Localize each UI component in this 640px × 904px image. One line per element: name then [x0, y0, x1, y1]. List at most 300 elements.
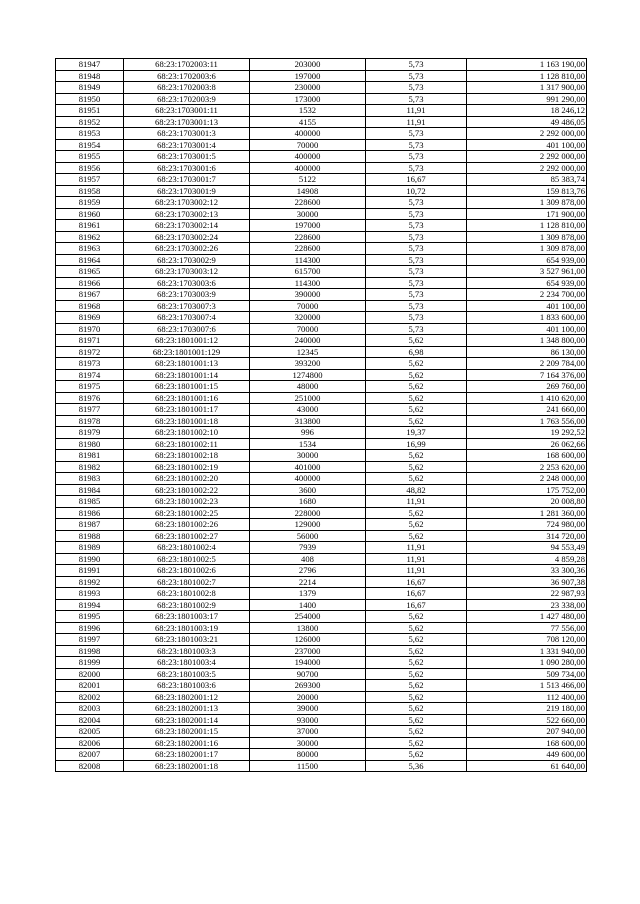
cadastral-number-cell: 68:23:1801003:21 [124, 634, 250, 646]
cadastral-number-cell: 68:23:1801002:20 [124, 473, 250, 485]
row-number-cell: 81951 [56, 105, 124, 117]
amount-cell: 33 300,36 [467, 565, 587, 577]
table-row [56, 691, 587, 703]
table-row [56, 657, 587, 669]
area-cell: 30000 [250, 208, 366, 220]
area-cell: 39000 [250, 703, 366, 715]
row-number-cell: 82001 [56, 680, 124, 692]
cadastral-number-cell: 68:23:1801002:9 [124, 599, 250, 611]
rate-cell: 5,73 [366, 128, 467, 140]
row-number-cell: 81964 [56, 254, 124, 266]
row-number-cell: 81955 [56, 151, 124, 163]
area-cell: 80000 [250, 749, 366, 761]
table-row [56, 622, 587, 634]
amount-cell: 20 008,80 [467, 496, 587, 508]
amount-cell: 2 209 784,00 [467, 358, 587, 370]
cadastral-number-cell: 68:23:1801001:14 [124, 369, 250, 381]
rate-cell: 5,73 [366, 254, 467, 266]
area-cell: 228600 [250, 197, 366, 209]
amount-cell: 23 338,00 [467, 599, 587, 611]
table-row [56, 760, 587, 772]
cadastral-number-cell: 68:23:1801001:13 [124, 358, 250, 370]
amount-cell: 269 760,00 [467, 381, 587, 393]
cadastral-number-cell: 68:23:1801003:6 [124, 680, 250, 692]
table-row [56, 174, 587, 186]
table-row [56, 266, 587, 278]
rate-cell: 5,62 [366, 691, 467, 703]
table-row [56, 208, 587, 220]
parcel-table [55, 58, 587, 772]
row-number-cell: 81987 [56, 519, 124, 531]
table-row [56, 231, 587, 243]
cadastral-number-cell: 68:23:1702003:9 [124, 93, 250, 105]
rate-cell: 5,62 [366, 749, 467, 761]
cadastral-number-cell: 68:23:1703003:9 [124, 289, 250, 301]
table-row [56, 404, 587, 416]
row-number-cell: 81970 [56, 323, 124, 335]
area-cell: 269300 [250, 680, 366, 692]
cadastral-number-cell: 68:23:1801002:25 [124, 507, 250, 519]
table-row [56, 737, 587, 749]
area-cell: 1534 [250, 438, 366, 450]
area-cell: 197000 [250, 220, 366, 232]
amount-cell: 2 234 700,00 [467, 289, 587, 301]
table-row [56, 553, 587, 565]
rate-cell: 5,62 [366, 726, 467, 738]
rate-cell: 5,73 [366, 277, 467, 289]
table-row [56, 645, 587, 657]
amount-cell: 85 383,74 [467, 174, 587, 186]
table-row [56, 634, 587, 646]
table-row [56, 105, 587, 117]
area-cell: 70000 [250, 300, 366, 312]
rate-cell: 5,73 [366, 323, 467, 335]
cadastral-number-cell: 68:23:1703007:3 [124, 300, 250, 312]
rate-cell: 5,62 [366, 450, 467, 462]
cadastral-number-cell: 68:23:1703003:6 [124, 277, 250, 289]
amount-cell: 49 486,05 [467, 116, 587, 128]
area-cell: 114300 [250, 254, 366, 266]
area-cell: 228600 [250, 231, 366, 243]
amount-cell: 1 427 480,00 [467, 611, 587, 623]
cadastral-number-cell: 68:23:1703002:26 [124, 243, 250, 255]
amount-cell: 2 253 620,00 [467, 461, 587, 473]
rate-cell: 5,62 [366, 473, 467, 485]
cadastral-number-cell: 68:23:1801002:27 [124, 530, 250, 542]
cadastral-number-cell: 68:23:1801003:5 [124, 668, 250, 680]
area-cell: 114300 [250, 277, 366, 289]
row-number-cell: 81949 [56, 82, 124, 94]
area-cell: 408 [250, 553, 366, 565]
rate-cell: 5,62 [366, 461, 467, 473]
row-number-cell: 81986 [56, 507, 124, 519]
area-cell: 30000 [250, 737, 366, 749]
row-number-cell: 81996 [56, 622, 124, 634]
amount-cell: 1 763 556,00 [467, 415, 587, 427]
amount-cell: 86 130,00 [467, 346, 587, 358]
rate-cell: 5,62 [366, 622, 467, 634]
cadastral-number-cell: 68:23:1702003:11 [124, 59, 250, 71]
row-number-cell: 81968 [56, 300, 124, 312]
row-number-cell: 81995 [56, 611, 124, 623]
cadastral-number-cell: 68:23:1703002:9 [124, 254, 250, 266]
rate-cell: 5,62 [366, 737, 467, 749]
cadastral-number-cell: 68:23:1801002:5 [124, 553, 250, 565]
row-number-cell: 81953 [56, 128, 124, 140]
rate-cell: 5,62 [366, 507, 467, 519]
area-cell: 2796 [250, 565, 366, 577]
table-row [56, 680, 587, 692]
table-row [56, 496, 587, 508]
table-body [56, 59, 587, 772]
rate-cell: 5,62 [366, 634, 467, 646]
table-row [56, 59, 587, 71]
area-cell: 390000 [250, 289, 366, 301]
rate-cell: 48,82 [366, 484, 467, 496]
rate-cell: 5,62 [366, 703, 467, 715]
area-cell: 400000 [250, 128, 366, 140]
row-number-cell: 81983 [56, 473, 124, 485]
row-number-cell: 81960 [56, 208, 124, 220]
rate-cell: 5,36 [366, 760, 467, 772]
row-number-cell: 82002 [56, 691, 124, 703]
area-cell: 615700 [250, 266, 366, 278]
table-row [56, 243, 587, 255]
area-cell: 14908 [250, 185, 366, 197]
cadastral-number-cell: 68:23:1802001:16 [124, 737, 250, 749]
area-cell: 20000 [250, 691, 366, 703]
rate-cell: 5,73 [366, 59, 467, 71]
area-cell: 194000 [250, 657, 366, 669]
table-row [56, 392, 587, 404]
row-number-cell: 81959 [56, 197, 124, 209]
rate-cell: 5,62 [366, 335, 467, 347]
rate-cell: 5,73 [366, 208, 467, 220]
amount-cell: 1 513 466,00 [467, 680, 587, 692]
table-row [56, 335, 587, 347]
amount-cell: 219 180,00 [467, 703, 587, 715]
row-number-cell: 81980 [56, 438, 124, 450]
area-cell: 254000 [250, 611, 366, 623]
amount-cell: 522 660,00 [467, 714, 587, 726]
cadastral-number-cell: 68:23:1802001:18 [124, 760, 250, 772]
cadastral-number-cell: 68:23:1802001:12 [124, 691, 250, 703]
cadastral-number-cell: 68:23:1703001:3 [124, 128, 250, 140]
cadastral-number-cell: 68:23:1702003:6 [124, 70, 250, 82]
area-cell: 48000 [250, 381, 366, 393]
row-number-cell: 81952 [56, 116, 124, 128]
amount-cell: 1 331 940,00 [467, 645, 587, 657]
rate-cell: 5,73 [366, 243, 467, 255]
cadastral-number-cell: 68:23:1801002:10 [124, 427, 250, 439]
amount-cell: 1 348 800,00 [467, 335, 587, 347]
table-row [56, 507, 587, 519]
area-cell: 93000 [250, 714, 366, 726]
amount-cell: 1 090 280,00 [467, 657, 587, 669]
row-number-cell: 81961 [56, 220, 124, 232]
row-number-cell: 81957 [56, 174, 124, 186]
rate-cell: 16,67 [366, 599, 467, 611]
cadastral-number-cell: 68:23:1703001:4 [124, 139, 250, 151]
table-row [56, 726, 587, 738]
table-row [56, 530, 587, 542]
rate-cell: 5,62 [366, 415, 467, 427]
rate-cell: 5,73 [366, 266, 467, 278]
table-row [56, 749, 587, 761]
table-row [56, 358, 587, 370]
amount-cell: 401 100,00 [467, 323, 587, 335]
rate-cell: 5,73 [366, 82, 467, 94]
table-row [56, 415, 587, 427]
rate-cell: 5,62 [366, 680, 467, 692]
cadastral-number-cell: 68:23:1801003:19 [124, 622, 250, 634]
row-number-cell: 81977 [56, 404, 124, 416]
row-number-cell: 81947 [56, 59, 124, 71]
amount-cell: 401 100,00 [467, 300, 587, 312]
row-number-cell: 81954 [56, 139, 124, 151]
row-number-cell: 81982 [56, 461, 124, 473]
area-cell: 313800 [250, 415, 366, 427]
cadastral-number-cell: 68:23:1703002:13 [124, 208, 250, 220]
rate-cell: 5,62 [366, 668, 467, 680]
cadastral-number-cell: 68:23:1801001:17 [124, 404, 250, 416]
table-row [56, 438, 587, 450]
amount-cell: 1 281 360,00 [467, 507, 587, 519]
row-number-cell: 82003 [56, 703, 124, 715]
row-number-cell: 81974 [56, 369, 124, 381]
cadastral-number-cell: 68:23:1802001:17 [124, 749, 250, 761]
amount-cell: 2 248 000,00 [467, 473, 587, 485]
cadastral-number-cell: 68:23:1801002:7 [124, 576, 250, 588]
table-row [56, 703, 587, 715]
table-row [56, 473, 587, 485]
amount-cell: 1 309 878,00 [467, 243, 587, 255]
row-number-cell: 81967 [56, 289, 124, 301]
table-row [56, 254, 587, 266]
table-row [56, 427, 587, 439]
cadastral-number-cell: 68:23:1802001:14 [124, 714, 250, 726]
table-row [56, 346, 587, 358]
area-cell: 7939 [250, 542, 366, 554]
amount-cell: 724 980,00 [467, 519, 587, 531]
cadastral-number-cell: 68:23:1703002:14 [124, 220, 250, 232]
area-cell: 230000 [250, 82, 366, 94]
cadastral-number-cell: 68:23:1801002:19 [124, 461, 250, 473]
amount-cell: 1 833 600,00 [467, 312, 587, 324]
table-row [56, 151, 587, 163]
table-row [56, 289, 587, 301]
amount-cell: 1 128 810,00 [467, 70, 587, 82]
cadastral-number-cell: 68:23:1703001:7 [124, 174, 250, 186]
amount-cell: 168 600,00 [467, 450, 587, 462]
rate-cell: 5,73 [366, 162, 467, 174]
area-cell: 228000 [250, 507, 366, 519]
row-number-cell: 81963 [56, 243, 124, 255]
rate-cell: 11,91 [366, 565, 467, 577]
row-number-cell: 82004 [56, 714, 124, 726]
cadastral-number-cell: 68:23:1703001:13 [124, 116, 250, 128]
cadastral-number-cell: 68:23:1801003:17 [124, 611, 250, 623]
cadastral-number-cell: 68:23:1801003:4 [124, 657, 250, 669]
amount-cell: 1 309 878,00 [467, 197, 587, 209]
area-cell: 43000 [250, 404, 366, 416]
cadastral-number-cell: 68:23:1703002:24 [124, 231, 250, 243]
amount-cell: 36 907,38 [467, 576, 587, 588]
table-row [56, 714, 587, 726]
row-number-cell: 81956 [56, 162, 124, 174]
row-number-cell: 81948 [56, 70, 124, 82]
cadastral-number-cell: 68:23:1703002:12 [124, 197, 250, 209]
row-number-cell: 81950 [56, 93, 124, 105]
amount-cell: 94 553,49 [467, 542, 587, 554]
rate-cell: 16,67 [366, 576, 467, 588]
cadastral-number-cell: 68:23:1801002:22 [124, 484, 250, 496]
amount-cell: 2 292 000,00 [467, 128, 587, 140]
area-cell: 3600 [250, 484, 366, 496]
rate-cell: 11,91 [366, 496, 467, 508]
rate-cell: 5,62 [366, 645, 467, 657]
rate-cell: 11,91 [366, 542, 467, 554]
area-cell: 320000 [250, 312, 366, 324]
table-row [56, 484, 587, 496]
table-row [56, 450, 587, 462]
area-cell: 237000 [250, 645, 366, 657]
rate-cell: 16,67 [366, 174, 467, 186]
row-number-cell: 81973 [56, 358, 124, 370]
amount-cell: 171 900,00 [467, 208, 587, 220]
rate-cell: 5,62 [366, 358, 467, 370]
area-cell: 70000 [250, 139, 366, 151]
cadastral-number-cell: 68:23:1703007:4 [124, 312, 250, 324]
row-number-cell: 82007 [56, 749, 124, 761]
area-cell: 1532 [250, 105, 366, 117]
amount-cell: 61 640,00 [467, 760, 587, 772]
amount-cell: 1 410 620,00 [467, 392, 587, 404]
amount-cell: 241 660,00 [467, 404, 587, 416]
amount-cell: 509 734,00 [467, 668, 587, 680]
rate-cell: 5,73 [366, 93, 467, 105]
rate-cell: 5,73 [366, 231, 467, 243]
area-cell: 5122 [250, 174, 366, 186]
row-number-cell: 81984 [56, 484, 124, 496]
area-cell: 90700 [250, 668, 366, 680]
area-cell: 203000 [250, 59, 366, 71]
table-row [56, 668, 587, 680]
cadastral-number-cell: 68:23:1703001:9 [124, 185, 250, 197]
area-cell: 13800 [250, 622, 366, 634]
cadastral-number-cell: 68:23:1801001:129 [124, 346, 250, 358]
area-cell: 126000 [250, 634, 366, 646]
table-row [56, 381, 587, 393]
row-number-cell: 81971 [56, 335, 124, 347]
row-number-cell: 81969 [56, 312, 124, 324]
rate-cell: 11,91 [366, 553, 467, 565]
area-cell: 400000 [250, 151, 366, 163]
area-cell: 400000 [250, 473, 366, 485]
rate-cell: 5,62 [366, 404, 467, 416]
rate-cell: 5,73 [366, 312, 467, 324]
cadastral-number-cell: 68:23:1703001:5 [124, 151, 250, 163]
table-row [56, 70, 587, 82]
table-row [56, 277, 587, 289]
rate-cell: 5,73 [366, 70, 467, 82]
amount-cell: 314 720,00 [467, 530, 587, 542]
amount-cell: 2 292 000,00 [467, 151, 587, 163]
row-number-cell: 82008 [56, 760, 124, 772]
table-row [56, 565, 587, 577]
amount-cell: 77 556,00 [467, 622, 587, 634]
table-row [56, 312, 587, 324]
cadastral-number-cell: 68:23:1801002:4 [124, 542, 250, 554]
area-cell: 228600 [250, 243, 366, 255]
row-number-cell: 81993 [56, 588, 124, 600]
cadastral-number-cell: 68:23:1801002:8 [124, 588, 250, 600]
cadastral-number-cell: 68:23:1801001:12 [124, 335, 250, 347]
cadastral-number-cell: 68:23:1802001:15 [124, 726, 250, 738]
rate-cell: 5,73 [366, 220, 467, 232]
amount-cell: 19 292,52 [467, 427, 587, 439]
rate-cell: 5,62 [366, 519, 467, 531]
row-number-cell: 81989 [56, 542, 124, 554]
amount-cell: 4 859,28 [467, 553, 587, 565]
table-row [56, 300, 587, 312]
amount-cell: 1 309 878,00 [467, 231, 587, 243]
amount-cell: 449 600,00 [467, 749, 587, 761]
cadastral-number-cell: 68:23:1801001:16 [124, 392, 250, 404]
area-cell: 393200 [250, 358, 366, 370]
table-row [56, 461, 587, 473]
table-row [56, 93, 587, 105]
row-number-cell: 81991 [56, 565, 124, 577]
rate-cell: 5,73 [366, 151, 467, 163]
amount-cell: 654 939,00 [467, 254, 587, 266]
rate-cell: 5,62 [366, 392, 467, 404]
rate-cell: 5,62 [366, 611, 467, 623]
rate-cell: 19,37 [366, 427, 467, 439]
amount-cell: 1 128 810,00 [467, 220, 587, 232]
cadastral-number-cell: 68:23:1801002:11 [124, 438, 250, 450]
rate-cell: 5,73 [366, 197, 467, 209]
amount-cell: 401 100,00 [467, 139, 587, 151]
area-cell: 1400 [250, 599, 366, 611]
cadastral-number-cell: 68:23:1702003:8 [124, 82, 250, 94]
row-number-cell: 81966 [56, 277, 124, 289]
area-cell: 11500 [250, 760, 366, 772]
rate-cell: 6,98 [366, 346, 467, 358]
row-number-cell: 81962 [56, 231, 124, 243]
rate-cell: 16,99 [366, 438, 467, 450]
cadastral-number-cell: 68:23:1802001:13 [124, 703, 250, 715]
table-row [56, 599, 587, 611]
amount-cell: 2 292 000,00 [467, 162, 587, 174]
row-number-cell: 81990 [56, 553, 124, 565]
row-number-cell: 81981 [56, 450, 124, 462]
amount-cell: 22 987,93 [467, 588, 587, 600]
area-cell: 1680 [250, 496, 366, 508]
row-number-cell: 81997 [56, 634, 124, 646]
row-number-cell: 81985 [56, 496, 124, 508]
rate-cell: 5,62 [366, 381, 467, 393]
row-number-cell: 82000 [56, 668, 124, 680]
area-cell: 197000 [250, 70, 366, 82]
row-number-cell: 81975 [56, 381, 124, 393]
amount-cell: 112 400,00 [467, 691, 587, 703]
area-cell: 37000 [250, 726, 366, 738]
cadastral-number-cell: 68:23:1801002:18 [124, 450, 250, 462]
table-row [56, 197, 587, 209]
rate-cell: 16,67 [366, 588, 467, 600]
row-number-cell: 81988 [56, 530, 124, 542]
